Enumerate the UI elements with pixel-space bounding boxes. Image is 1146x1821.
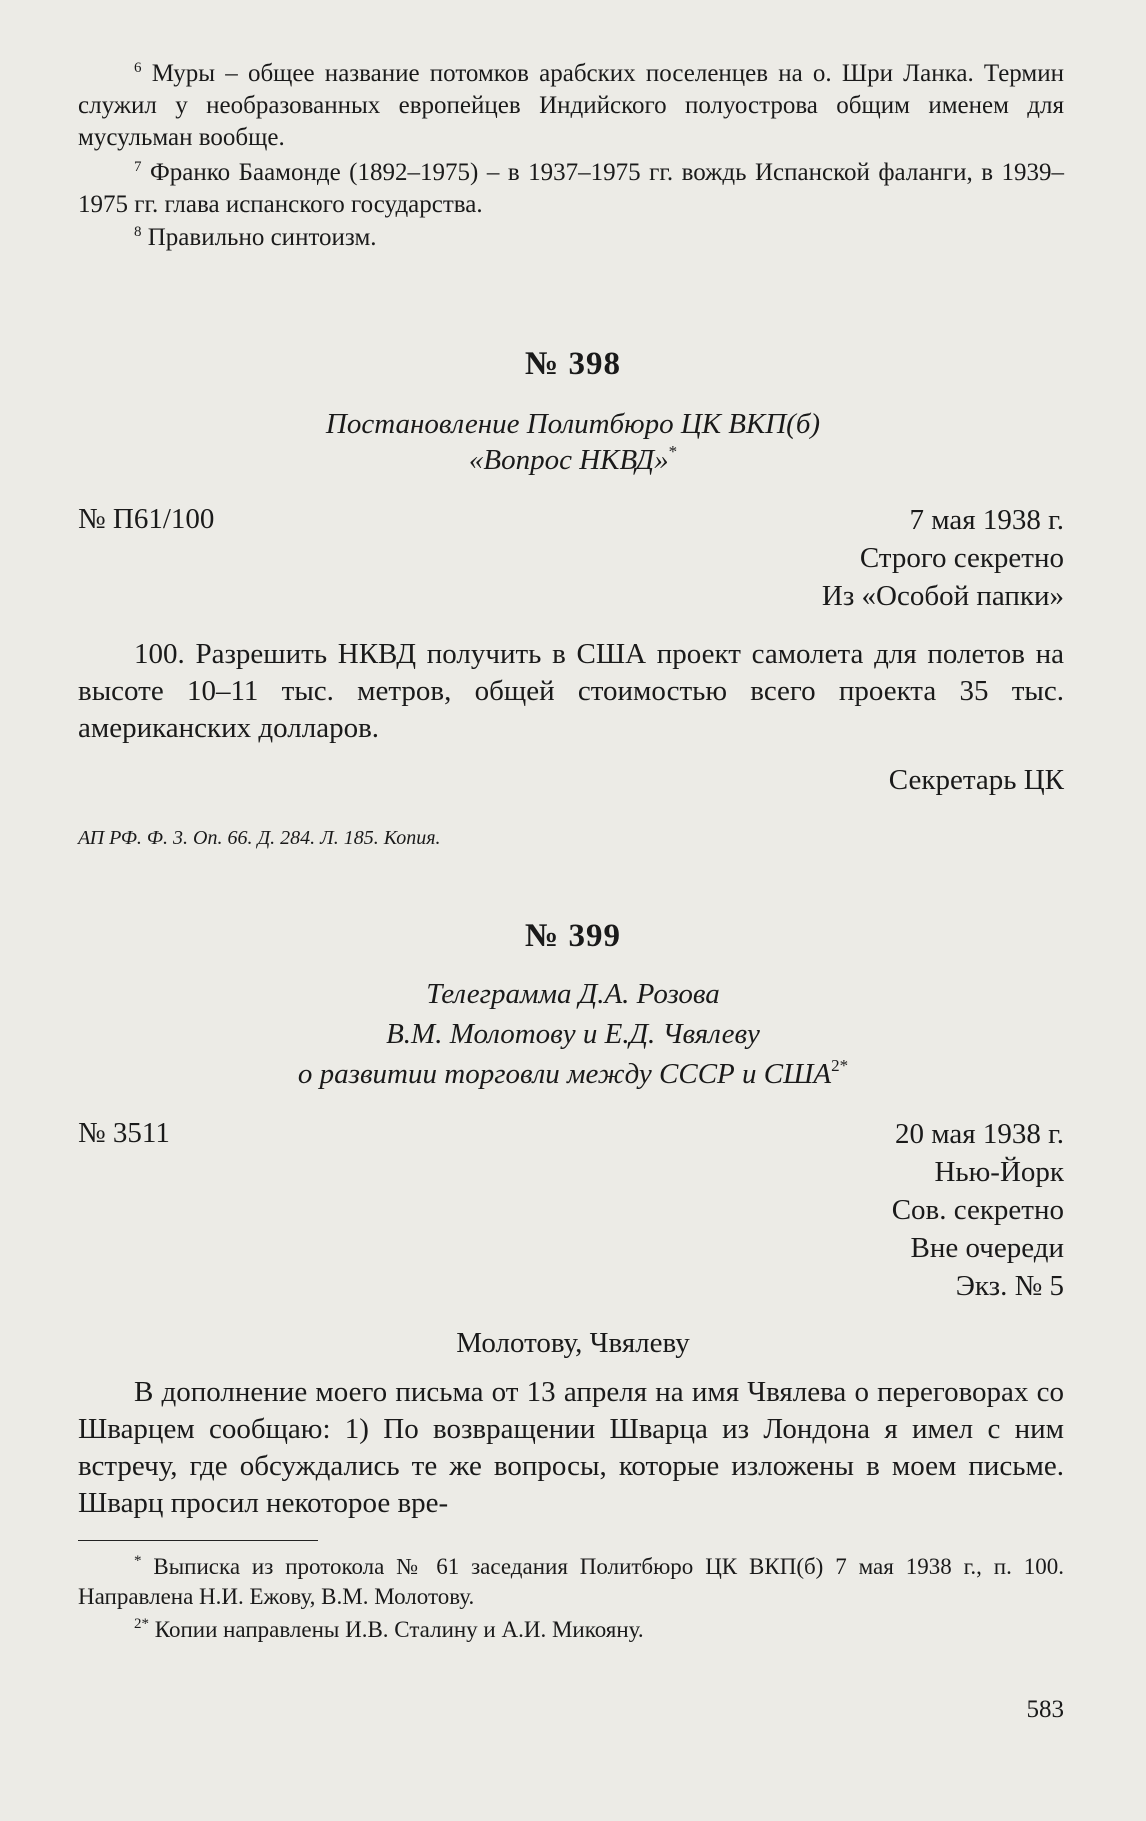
doc-398-body: 100. Разрешить НКВД получить в США проект самолета для полетов на высоте 10–11 тыс. метров, общей стоимостью всего проекта 35 тыс. американских долларов. (78, 638, 1064, 744)
footnote-6: $^6$ Муры – общее название потомков арабских поселенцев на о. Шри Ланка. Термин служил у необразованных европейцев Индийского полуострова общим именем для мусульман вообще. (78, 60, 1064, 151)
doc-398-source-folder: Из «Особой папки» (821, 580, 1064, 612)
doc-399-title-line1: Телеграмма Д.А. Розова (426, 978, 720, 1010)
doc-399-body: В дополнение моего письма от 13 апреля на имя Чвялева о переговорах со Шварцем сообщаю: 1) По возвращении Шварца из Лондона я имел с ним встречу, где обсуждались те же вопросы, которые изложены в моем письме. Шварц просил некоторое вре- (78, 1376, 1064, 1519)
doc-399-classification: Сов. секретно (891, 1194, 1064, 1226)
doc-399-date: 20 мая 1938 г. (895, 1118, 1064, 1150)
doc-399-number: № 399 (525, 918, 621, 954)
doc-398-number: № 398 (525, 346, 621, 382)
doc-398-reg-number: № П61/100 (78, 503, 215, 535)
doc-399-copy-number: Экз. № 5 (955, 1270, 1064, 1302)
doc-399-address: Молотову, Чвялеву (456, 1327, 690, 1359)
page-number: 583 (1026, 1696, 1064, 1723)
doc-399-title-line2: В.М. Молотову и Е.Д. Чвялеву (386, 1018, 760, 1050)
doc-399-priority: Вне очереди (910, 1232, 1064, 1264)
doc-399-reg-number: № 3511 (78, 1117, 170, 1149)
doc-398-title-line1: Постановление Политбюро ЦК ВКП(б) (325, 408, 821, 440)
doc-398-title-line2: «Вопрос НКВД»* (468, 442, 678, 476)
doc-398-archive-reference: АП РФ. Ф. 3. Оп. 66. Д. 284. Л. 185. Копия. (78, 827, 441, 849)
footnote-8: $^8$ Правильно синтоизм. (134, 224, 377, 251)
footnote-2star: $^{2*}$ Копии направлены И.В. Сталину и А.И. Микояну. (134, 1616, 644, 1642)
doc-399-place: Нью-Йорк (934, 1156, 1064, 1188)
doc-398-classification: Строго секретно (859, 542, 1064, 574)
doc-398-date: 7 мая 1938 г. (909, 504, 1064, 536)
doc-398-meta (822, 501, 1064, 615)
doc-399-meta (892, 1115, 1064, 1305)
footnote-separator (78, 1540, 318, 1541)
doc-399-title-line3: о развитии торговли между СССР и $США^{2*}$ (297, 1056, 849, 1090)
doc-398-signature: Секретарь ЦК (888, 764, 1064, 796)
footnote-7: $^7$ Франко Баамонде (1892–1975) – в 1937–1975 гг. вождь Испанской фаланги, в 1939–1975 гг. глава испанского государства. (78, 159, 1065, 218)
footnote-star: * Выписка из протокола № 61 заседания Политбюро ЦК ВКП(б) 7 мая 1938 г., п. 100. Направлена Н.И. Ежову, В.М. Молотову. (78, 1553, 1064, 1609)
